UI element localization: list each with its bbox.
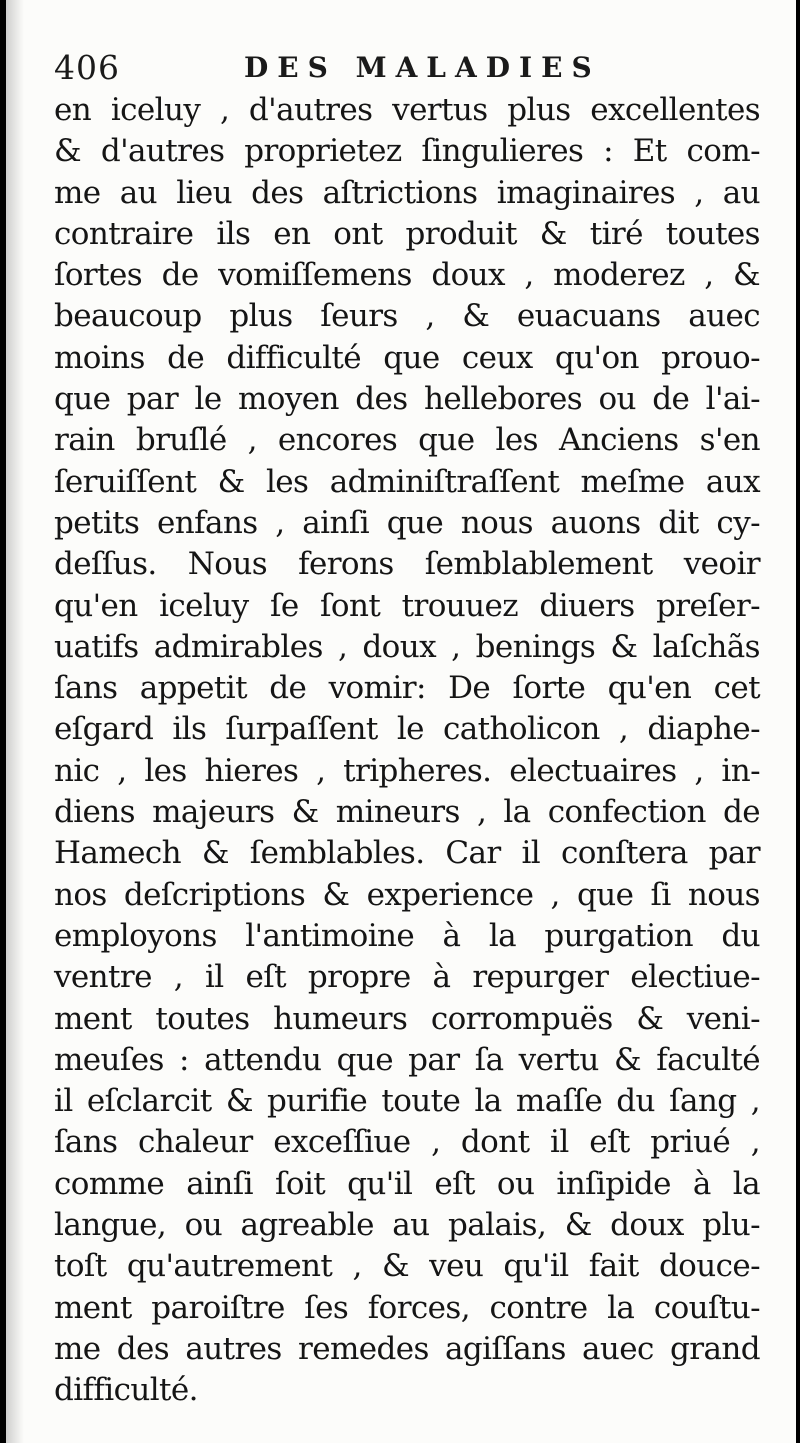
text-line: eſgard ils ſurpaſſent le catholicon , diaphe- — [54, 711, 760, 748]
text-line: toſt qu'autrement , & veu qu'il fait douce- — [54, 1248, 760, 1285]
running-head: DES MALADIES — [244, 51, 601, 84]
text-line: que par le moyen des hellebores ou de l'ai- — [54, 381, 760, 418]
text-line: & d'autres proprietez ſingulieres : Et com- — [54, 133, 760, 170]
text-line: moins de difficulté que ceux qu'on prouo- — [54, 339, 760, 376]
text-line: rain bruſlé , encores que les Anciens s'en — [54, 422, 760, 459]
body-text — [54, 90, 784, 1412]
text-line: qu'en iceluy ſe ſont trouuez diuers preſer- — [54, 587, 760, 624]
text-line: beaucoup plus ſeurs , & euacuans auec — [54, 298, 760, 335]
page-number: 406 — [54, 48, 120, 87]
text-line: Hamech & ſemblables. Car il conſtera par — [54, 835, 760, 872]
text-line: ventre , il eſt propre à repurger electiue- — [54, 959, 760, 996]
text-line: en iceluy , d'autres vertus plus excellentes — [54, 92, 760, 128]
text-line: ſans appetit de vomir: De ſorte qu'en cet — [54, 670, 760, 707]
text-line: comme ainſi ſoit qu'il eſt ou inſipide à la — [54, 1165, 760, 1202]
text-line: petits enfans , ainſi que nous auons dit cy- — [54, 504, 760, 541]
text-line: contraire ils en ont produit & tiré toutes — [54, 215, 760, 252]
text-line: ſeruiſſent & les adminiſtraſſent meſme aux — [54, 463, 760, 500]
text-line: ſortes de vomiſſemens doux , moderez , & — [54, 257, 760, 294]
text-line: ment toutes humeurs corrompuës & veni- — [54, 1000, 760, 1037]
text-line: employons l'antimoine à la purgation du — [54, 917, 760, 954]
text-line: langue, ou agreable au palais, & doux plu- — [54, 1207, 760, 1244]
text-line: il eſclarcit & purifie toute la maſſe du ſang , — [54, 1083, 760, 1120]
text-line: nic , les hieres , tripheres. electuaires , in- — [54, 752, 760, 789]
text-line: ment paroiſtre ſes forces, contre la couſtu- — [54, 1289, 760, 1326]
text-line: deſſus. Nous ferons ſemblablement veoir — [54, 546, 760, 583]
text-line: ſans chaleur exceſſiue , dont il eſt priué , — [54, 1124, 760, 1161]
text-line: diens majeurs & mineurs , la confection de — [54, 794, 760, 831]
page-header — [54, 46, 774, 90]
book-page — [6, 0, 796, 1443]
text-line: uatifs admirables , doux , benings & laſchãs — [54, 628, 760, 665]
page-edge-shadow — [6, 0, 24, 1443]
text-line: me au lieu des aſtrictions imaginaires , au — [54, 174, 760, 211]
text-line: me des autres remedes agiſſans auec grand — [54, 1330, 760, 1367]
text-line-final: difficulté. — [54, 1372, 198, 1409]
text-line: nos deſcriptions & experience , que ſi nous — [54, 876, 760, 913]
text-line: meuſes : attendu que par ſa vertu & faculté — [54, 1041, 760, 1078]
